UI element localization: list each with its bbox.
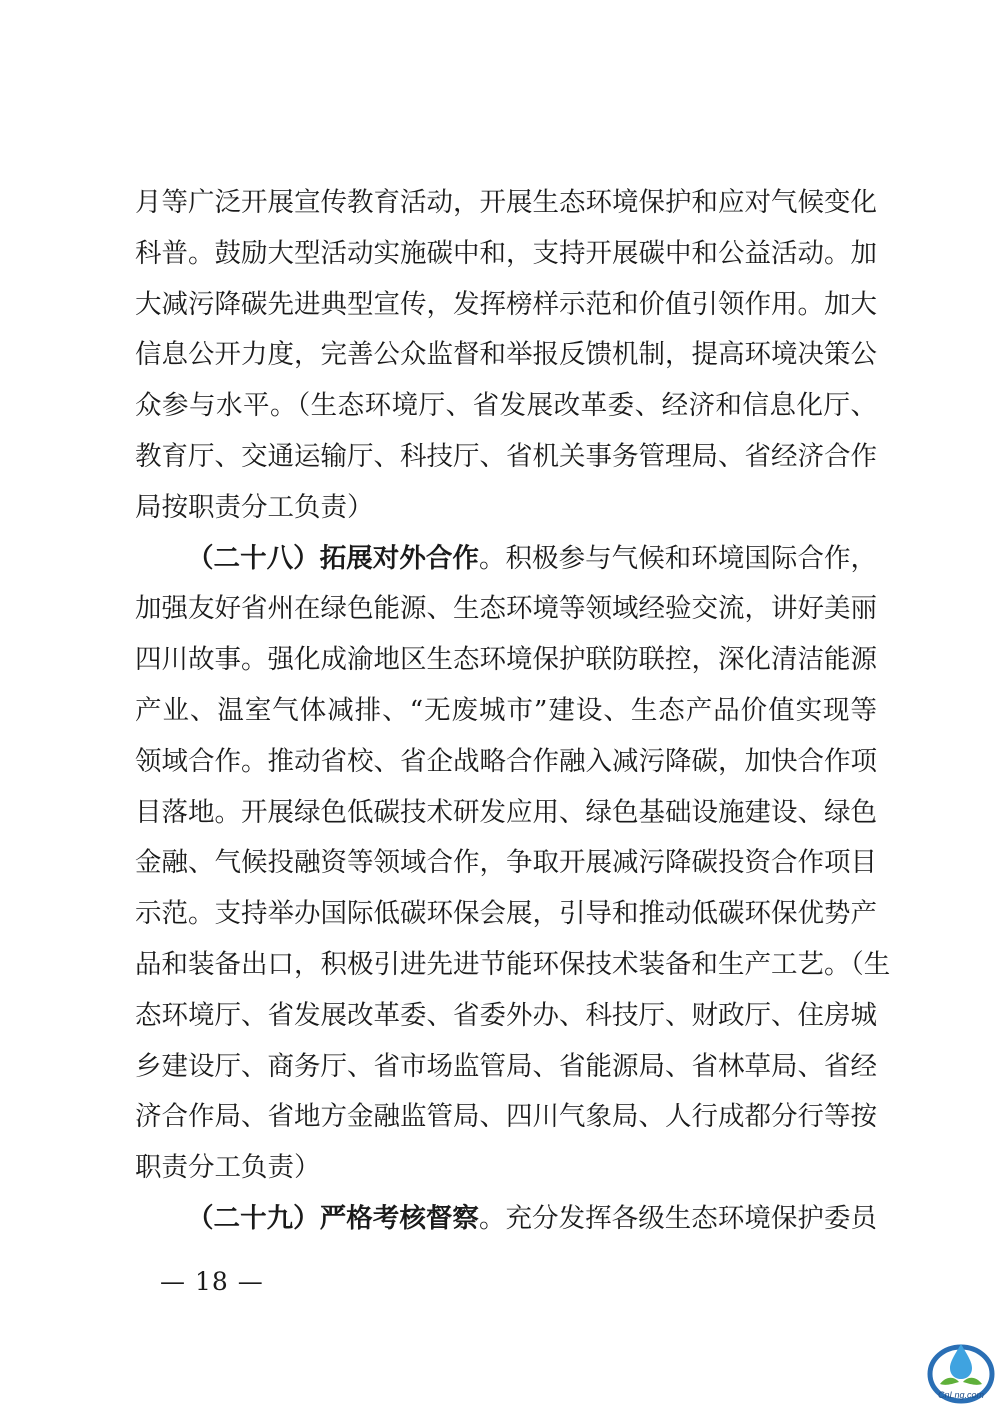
text-line: 众参与水平。（生态环境厅、省发展改革委、经济和信息化厅、 bbox=[135, 390, 877, 422]
text-line: 品和装备出口，积极引进先进节能环保技术装备和生产工艺。（生 bbox=[135, 948, 891, 980]
text-line: 加强友好省州在绿色能源、生态环境等领域经验交流，讲好美丽 bbox=[135, 593, 877, 625]
text-line: 态环境厅、省发展改革委、省委外办、科技厅、财政厅、住房城 bbox=[135, 999, 877, 1031]
text-line: 月等广泛开展宣传教育活动，开展生态环境保护和应对气候变化 bbox=[135, 187, 877, 218]
text-line: 职责分工负责） bbox=[135, 1152, 321, 1184]
text-line: 四川故事。强化成渝地区生态环境保护联防联控，深化清洁能源 bbox=[135, 644, 877, 676]
section-28-first-line bbox=[135, 534, 877, 585]
text-fragment: 。积极参与气候和环境国际合作， bbox=[478, 542, 878, 574]
text-line: 产业、温室气体减排、“无废城市”建设、生态产品价值实现等 bbox=[135, 694, 877, 726]
text-line: 示范。支持举办国际低碳环保会展，引导和推动低碳环保优势产 bbox=[135, 898, 877, 930]
document-body bbox=[135, 178, 891, 1245]
watermark-label: CnLng.com bbox=[937, 1390, 985, 1400]
section-heading-29: （二十九）严格考核督察 bbox=[187, 1202, 479, 1234]
text-line: 乡建设厅、商务厅、省市场监管局、省能源局、省林草局、省经 bbox=[135, 1050, 877, 1082]
text-line: 济合作局、省地方金融监管局、四川气象局、人行成都分行等按 bbox=[135, 1101, 877, 1133]
section-29-first-line bbox=[135, 1194, 877, 1245]
text-line: 金融、气候投融资等领域合作，争取开展减污降碳投资合作项目 bbox=[135, 847, 877, 879]
section-heading-28: （二十八）拓展对外合作 bbox=[187, 542, 479, 574]
page-number: — 18 — bbox=[160, 1267, 264, 1296]
text-line: 信息公开力度，完善公众监督和举报反馈机制，提高环境决策公 bbox=[135, 339, 877, 371]
text-line: 领域合作。推动省校、省企战略合作融入减污降碳，加快合作项 bbox=[135, 745, 877, 777]
watermark-logo bbox=[926, 1334, 996, 1408]
text-line: 局按职责分工负责） bbox=[135, 491, 374, 523]
cnlng-logo-icon bbox=[926, 1334, 996, 1408]
text-line: 目落地。开展绿色低碳技术研发应用、绿色基础设施建设、绿色 bbox=[135, 796, 877, 828]
text-line: 科普。鼓励大型活动实施碳中和，支持开展碳中和公益活动。加 bbox=[135, 237, 877, 269]
text-line: 大减污降碳先进典型宣传，发挥榜样示范和价值引领作用。加大 bbox=[135, 288, 877, 320]
text-line: 教育厅、交通运输厅、科技厅、省机关事务管理局、省经济合作 bbox=[135, 440, 877, 472]
text-fragment: 。充分发挥各级生态环境保护委员 bbox=[478, 1202, 878, 1234]
